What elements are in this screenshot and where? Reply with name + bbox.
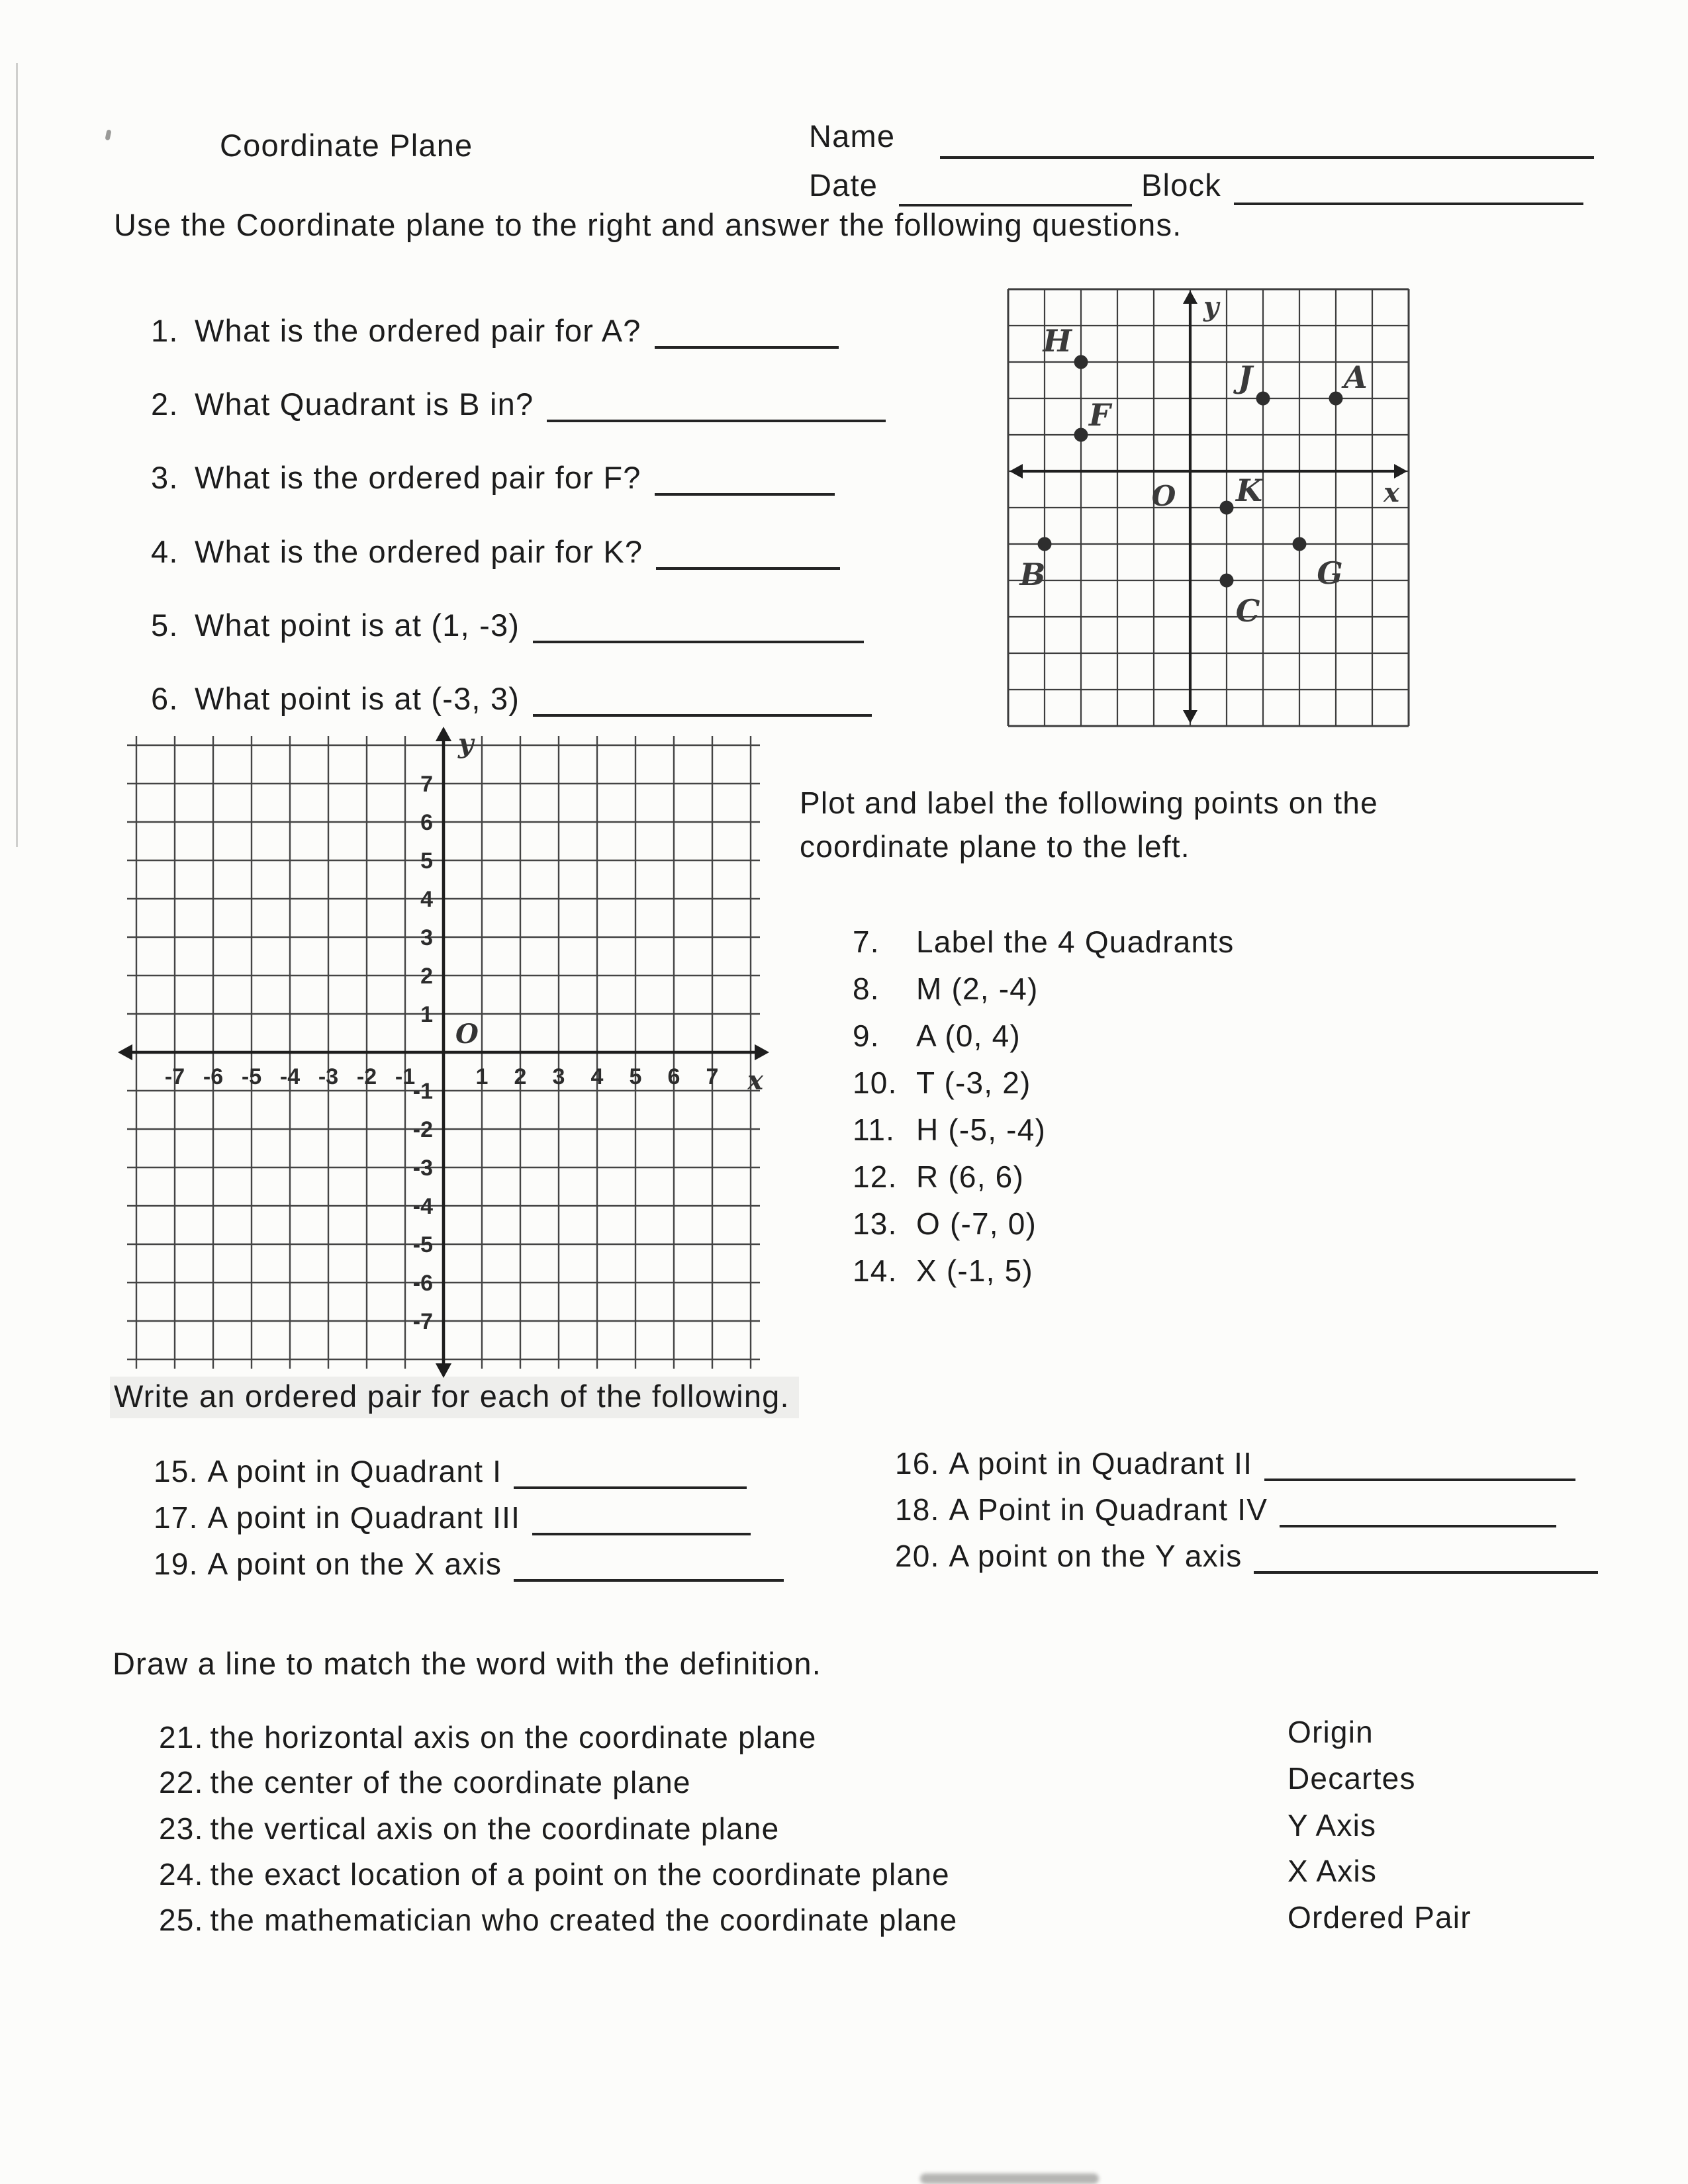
plot-item-text: X (-1, 5): [916, 1253, 1033, 1288]
answer-blank: [514, 1549, 784, 1582]
svg-text:7: 7: [706, 1064, 719, 1089]
pair-item-number: 20.: [895, 1539, 940, 1573]
question-text: What point is at (-3, 3): [195, 681, 520, 716]
question-text: What point is at (1, -3): [195, 608, 520, 643]
svg-text:1: 1: [475, 1064, 489, 1089]
pair-item-text: A point in Quadrant I: [207, 1454, 502, 1488]
pair-item: [895, 1538, 1598, 1574]
svg-text:J: J: [1238, 359, 1252, 395]
plot-item-text: T (-3, 2): [916, 1066, 1031, 1100]
svg-text:3: 3: [420, 925, 433, 950]
block-blank: [1234, 172, 1583, 205]
plot-instructions-line2: coordinate plane to the left.: [800, 829, 1190, 864]
definition-item: [159, 1764, 691, 1800]
matching-heading: Draw a line to match the word with the definition.: [113, 1646, 822, 1681]
definition-text: the horizontal axis on the coordinate plane: [210, 1720, 817, 1754]
question-row: [151, 386, 886, 422]
plot-item-number: 11.: [853, 1113, 896, 1147]
svg-text:x: x: [1383, 477, 1399, 508]
svg-text:B: B: [1019, 557, 1046, 592]
plot-item: [853, 971, 1039, 1007]
question-number: 4.: [151, 534, 179, 569]
plot-item: [853, 924, 1234, 960]
question-text: What is the ordered pair for K?: [195, 534, 643, 569]
plotting-grid-svg: [116, 725, 771, 1380]
scan-smudge-artifact: [920, 2173, 1099, 2184]
svg-text:-4: -4: [279, 1064, 301, 1089]
pair-item-text: A point on the Y axis: [949, 1539, 1243, 1573]
definition-number: 24.: [159, 1857, 204, 1891]
answer-blank: [655, 316, 839, 349]
definition-text: the exact location of a point on the coordinate plane: [210, 1857, 950, 1891]
name-label: Name: [809, 118, 896, 154]
answer-blank: [1280, 1494, 1556, 1527]
svg-text:H: H: [1043, 323, 1072, 359]
pair-item-text: A Point in Quadrant IV: [949, 1492, 1268, 1527]
pair-item: [895, 1445, 1575, 1481]
word-bank-item: Origin: [1288, 1715, 1374, 1749]
definition-number: 23.: [159, 1811, 204, 1846]
svg-text:-2: -2: [356, 1064, 377, 1089]
svg-text:-6: -6: [203, 1064, 224, 1089]
name-blank: [940, 126, 1594, 159]
definition-number: 22.: [159, 1765, 204, 1799]
plot-item-text: M (2, -4): [916, 972, 1039, 1006]
svg-text:2: 2: [420, 964, 433, 989]
definition-item: [159, 1719, 817, 1755]
question-row: [151, 607, 864, 643]
plot-item: [853, 1206, 1037, 1242]
svg-text:-1: -1: [412, 1079, 433, 1104]
pair-item: [154, 1546, 784, 1582]
pair-item-text: A point in Quadrant II: [949, 1446, 1253, 1480]
scan-mark-artifact: [105, 129, 111, 140]
answer-blank: [1254, 1541, 1598, 1574]
definition-number: 21.: [159, 1720, 204, 1754]
definition-number: 25.: [159, 1903, 204, 1937]
definition-item: [159, 1811, 779, 1846]
svg-text:1: 1: [420, 1002, 433, 1027]
question-number: 2.: [151, 387, 179, 422]
definition-item: [159, 1902, 957, 1938]
definition-text: the vertical axis on the coordinate plane: [210, 1811, 780, 1846]
pair-item: [154, 1453, 747, 1489]
svg-text:O: O: [1151, 480, 1176, 512]
answer-blank: [1264, 1448, 1575, 1481]
pair-item-number: 15.: [154, 1454, 199, 1488]
svg-text:5: 5: [629, 1064, 642, 1089]
plot-item-text: A (0, 4): [916, 1019, 1021, 1053]
plot-item-number: 10.: [853, 1066, 898, 1100]
svg-text:4: 4: [590, 1064, 604, 1089]
svg-text:-3: -3: [412, 1156, 433, 1181]
svg-text:4: 4: [420, 887, 433, 912]
scan-edge-artifact: [16, 63, 18, 847]
labeled-points-grid: [1005, 286, 1412, 733]
pair-item-number: 16.: [895, 1446, 940, 1480]
pairs-heading: Write an ordered pair for each of the following.: [110, 1377, 799, 1418]
question-row: [151, 312, 839, 349]
pair-item-text: A point in Quadrant III: [207, 1500, 521, 1535]
answer-blank: [533, 684, 872, 717]
plot-instructions: [800, 781, 1468, 868]
definition-text: the center of the coordinate plane: [210, 1765, 691, 1799]
svg-text:-4: -4: [412, 1194, 433, 1219]
plot-item-text: R (6, 6): [916, 1160, 1024, 1194]
svg-text:-1: -1: [395, 1064, 416, 1089]
svg-text:-2: -2: [412, 1117, 433, 1142]
svg-text:2: 2: [514, 1064, 527, 1089]
plot-item-text: O (-7, 0): [916, 1206, 1037, 1241]
svg-text:7: 7: [420, 772, 433, 797]
svg-text:A: A: [1344, 359, 1368, 395]
answer-blank: [533, 610, 864, 643]
answer-blank: [655, 463, 835, 496]
plotting-grid: [116, 725, 771, 1383]
answer-blank: [656, 537, 840, 570]
plot-item: [853, 1018, 1021, 1054]
definition-item: [159, 1856, 950, 1892]
svg-text:O: O: [455, 1019, 479, 1050]
svg-text:-7: -7: [412, 1309, 433, 1334]
plot-item-text: H (-5, -4): [916, 1113, 1046, 1147]
word-bank-item: Decartes: [1288, 1761, 1416, 1796]
pair-item: [895, 1492, 1556, 1527]
word-bank-item: X Axis: [1288, 1854, 1378, 1888]
svg-text:F: F: [1089, 397, 1111, 433]
question-number: 6.: [151, 681, 179, 716]
pair-item-number: 17.: [154, 1500, 199, 1535]
block-label: Block: [1141, 167, 1221, 203]
svg-text:-3: -3: [318, 1064, 339, 1089]
answer-blank: [547, 389, 886, 422]
svg-text:6: 6: [667, 1064, 680, 1089]
svg-text:C: C: [1235, 593, 1260, 629]
plot-item-number: 12.: [853, 1160, 898, 1194]
question-number: 5.: [151, 608, 179, 643]
plot-item: [853, 1065, 1031, 1101]
pair-item-text: A point on the X axis: [207, 1547, 502, 1581]
plot-instructions-line1: Plot and label the following points on the: [800, 786, 1378, 820]
pair-item: [154, 1500, 751, 1535]
question-row: [151, 533, 840, 570]
intro-text: Use the Coordinate plane to the right and answer the following questions.: [114, 207, 1182, 242]
svg-text:-5: -5: [412, 1232, 433, 1257]
svg-text:y: y: [1203, 291, 1219, 322]
word-bank-item: Ordered Pair: [1288, 1900, 1472, 1934]
date-label: Date: [809, 167, 878, 203]
question-text: What is the ordered pair for F?: [195, 460, 641, 495]
question-text: What is the ordered pair for A?: [195, 313, 641, 348]
plot-item-number: 7.: [853, 925, 880, 959]
pair-item-number: 18.: [895, 1492, 940, 1527]
question-number: 3.: [151, 460, 179, 495]
svg-text:-5: -5: [241, 1064, 262, 1089]
plot-item: [853, 1112, 1046, 1148]
pair-item-number: 19.: [154, 1547, 199, 1581]
answer-blank: [514, 1456, 747, 1489]
svg-text:6: 6: [420, 810, 433, 835]
plot-item-number: 9.: [853, 1019, 880, 1053]
plot-item: [853, 1253, 1033, 1289]
plot-item-number: 14.: [853, 1253, 898, 1288]
plot-item-number: 13.: [853, 1206, 898, 1241]
svg-text:y: y: [458, 728, 474, 759]
question-text: What Quadrant is B in?: [195, 387, 534, 422]
svg-text:-6: -6: [412, 1271, 433, 1296]
question-row: [151, 680, 872, 717]
labeled-points-grid-svg: [1005, 286, 1412, 729]
svg-text:G: G: [1317, 555, 1343, 591]
definition-text: the mathematician who created the coordinate plane: [210, 1903, 958, 1937]
svg-text:K: K: [1236, 473, 1262, 508]
plot-item-text: Label the 4 Quadrants: [916, 925, 1235, 959]
question-number: 1.: [151, 313, 179, 348]
question-row: [151, 459, 835, 496]
svg-text:-7: -7: [164, 1064, 185, 1089]
word-bank-item: Y Axis: [1288, 1808, 1377, 1843]
plot-item: [853, 1159, 1024, 1195]
plot-item-number: 8.: [853, 972, 880, 1006]
page-title: Coordinate Plane: [220, 128, 473, 163]
date-blank: [899, 173, 1132, 206]
svg-text:5: 5: [420, 848, 433, 874]
answer-blank: [532, 1502, 751, 1535]
svg-text:3: 3: [552, 1064, 565, 1089]
svg-text:x: x: [747, 1065, 763, 1096]
